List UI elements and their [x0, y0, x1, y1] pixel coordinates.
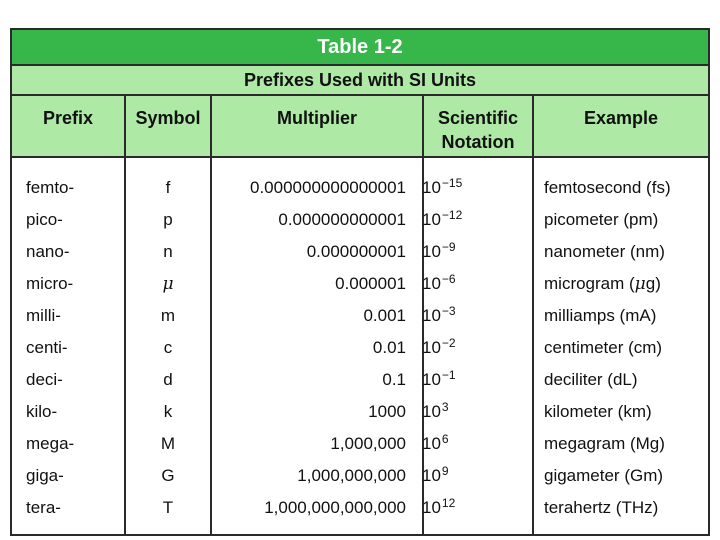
table-row	[12, 396, 708, 428]
header-prefix: Prefix	[42, 108, 94, 128]
base: 10	[422, 370, 441, 389]
example-cell: gigameter (Gm)	[544, 466, 664, 485]
multiplier-cell: 1000	[368, 402, 406, 421]
exponent: −15	[441, 176, 463, 190]
symbol-cell: d	[163, 370, 173, 389]
table-body	[12, 158, 708, 534]
exponent: −2	[441, 336, 456, 350]
multiplier-cell: 0.1	[382, 370, 406, 389]
prefix-cell: milli-	[26, 306, 61, 325]
example-cell: femtosecond (fs)	[544, 178, 671, 197]
prefix-cell: centi-	[26, 338, 68, 357]
symbol-cell: m	[160, 306, 176, 325]
multiplier-cell: 1,000,000,000	[297, 466, 406, 485]
table-title: Table 1-2	[12, 30, 708, 66]
example-cell: terahertz (THz)	[544, 498, 659, 517]
header-row	[12, 96, 708, 158]
symbol-cell: p	[163, 210, 173, 229]
example-cell: picometer (pm)	[544, 210, 659, 229]
example-text: g)	[645, 274, 661, 293]
header-example: Example	[583, 108, 659, 128]
example-cell: milliamps (mA)	[544, 306, 657, 325]
example-cell: nanometer (nm)	[544, 242, 665, 261]
example-text: microgram (	[544, 274, 635, 293]
symbol-cell: M	[160, 434, 176, 453]
multiplier-cell: 0.01	[372, 338, 406, 357]
header-symbol: Symbol	[135, 108, 201, 128]
prefix-cell: giga-	[26, 466, 64, 485]
header-multiplier: Multiplier	[277, 108, 357, 128]
scientific-cell	[422, 332, 532, 364]
exponent: −6	[441, 272, 456, 286]
prefix-cell: pico-	[26, 210, 63, 229]
header-scientific-line2: Notation	[441, 132, 515, 152]
table-row	[12, 268, 708, 300]
example-cell: megagram (Mg)	[544, 434, 665, 453]
table-row	[12, 492, 708, 524]
prefix-cell: micro-	[26, 274, 74, 293]
exponent: 9	[441, 464, 449, 478]
header-scientific-notation	[424, 96, 532, 156]
scientific-cell	[422, 236, 532, 268]
exponent: 3	[441, 400, 449, 414]
scientific-cell	[422, 300, 532, 332]
exponent: −9	[441, 240, 456, 254]
prefix-cell: nano-	[26, 242, 70, 261]
multiplier-cell: 0.000000001	[306, 242, 406, 261]
multiplier-cell: 0.000000000001	[278, 210, 406, 229]
base: 10	[422, 402, 441, 421]
prefix-cell: kilo-	[26, 402, 58, 421]
base: 10	[422, 210, 441, 229]
base: 10	[422, 434, 441, 453]
prefix-cell: deci-	[26, 370, 63, 389]
scientific-cell	[422, 364, 532, 396]
scientific-cell	[422, 492, 532, 524]
scientific-cell	[422, 396, 532, 428]
mu-symbol: μ	[634, 274, 646, 294]
symbol-cell: c	[163, 338, 173, 357]
table-row	[12, 300, 708, 332]
table-row	[12, 460, 708, 492]
table-row	[12, 236, 708, 268]
scientific-cell	[422, 268, 532, 300]
example-cell: kilometer (km)	[544, 402, 652, 421]
exponent: −3	[441, 304, 456, 318]
scientific-cell	[422, 460, 532, 492]
symbol-cell: k	[163, 402, 173, 421]
table-row	[12, 332, 708, 364]
multiplier-cell: 0.000000000000001	[250, 178, 406, 197]
multiplier-cell: 0.001	[363, 306, 406, 325]
symbol-cell: G	[161, 466, 175, 485]
exponent: 6	[441, 432, 449, 446]
symbol-cell: n	[163, 242, 173, 261]
scientific-cell	[422, 428, 532, 460]
base: 10	[422, 242, 441, 261]
base: 10	[422, 178, 441, 197]
base: 10	[422, 466, 441, 485]
example-cell: centimeter (cm)	[544, 338, 663, 357]
table-row	[12, 172, 708, 204]
table-subtitle: Prefixes Used with SI Units	[12, 66, 708, 96]
base: 10	[422, 274, 441, 293]
si-prefix-table	[10, 28, 710, 536]
symbol-cell: f	[165, 178, 171, 197]
table-row	[12, 204, 708, 236]
symbol-cell: T	[162, 498, 174, 517]
prefix-cell: femto-	[26, 178, 75, 197]
example-cell	[544, 268, 704, 300]
table-row	[12, 364, 708, 396]
multiplier-cell: 0.000001	[335, 274, 406, 293]
exponent: 12	[441, 496, 456, 510]
scientific-cell	[422, 204, 532, 236]
scientific-cell	[422, 172, 532, 204]
symbol-cell: μ	[162, 274, 174, 294]
multiplier-cell: 1,000,000,000,000	[264, 498, 406, 517]
base: 10	[422, 338, 441, 357]
base: 10	[422, 306, 441, 325]
multiplier-cell: 1,000,000	[330, 434, 406, 453]
table-row	[12, 428, 708, 460]
header-scientific-line1: Scientific	[437, 108, 519, 128]
example-cell: deciliter (dL)	[544, 370, 638, 389]
prefix-cell: tera-	[26, 498, 61, 517]
prefix-cell: mega-	[26, 434, 75, 453]
base: 10	[422, 498, 441, 517]
exponent: −1	[441, 368, 456, 382]
exponent: −12	[441, 208, 463, 222]
